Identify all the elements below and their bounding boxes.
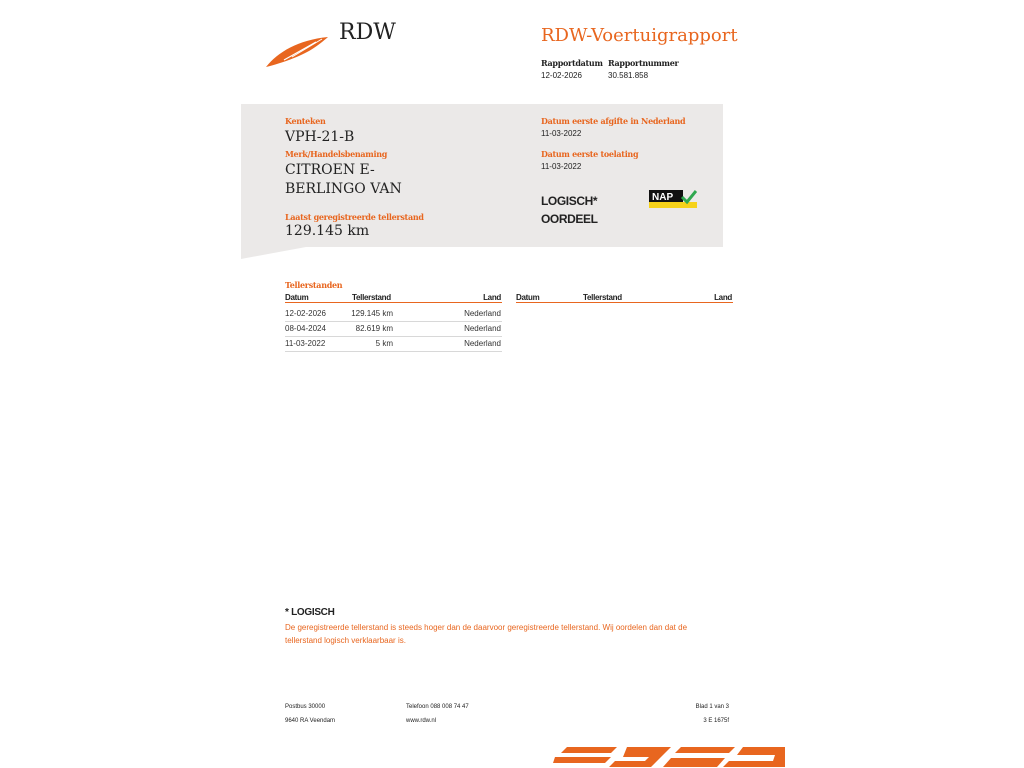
footer-phone: Telefoon 088 008 74 47 [406, 704, 469, 710]
footnote-title: * LOGISCH [285, 607, 335, 618]
table-header-rule [285, 302, 502, 303]
first-issue-nl-label: Datum eerste afgifte in Nederland [541, 116, 686, 126]
verdict-line1: LOGISCH* [541, 194, 598, 208]
col-header-reading-right: Tellerstand [583, 293, 622, 302]
report-number-label: Rapportnummer [608, 58, 679, 68]
first-admission-value: 11-03-2022 [541, 162, 582, 171]
footnote-text: De geregistreerde tellerstand is steeds hoger dan de daarvoor geregistreerde tellerstand. Wij oordelen dan dat de tellerstand logisch verklaarbaar is. [285, 623, 688, 645]
report-date-value: 12-02-2026 [541, 71, 582, 80]
panel-tab-decoration [241, 247, 306, 259]
make-label: Merk/Handelsbenaming [285, 149, 388, 159]
table-row-3-date: 11-03-2022 [285, 339, 326, 348]
col-header-date-right: Datum [516, 293, 540, 302]
first-admission-label: Datum eerste toelating [541, 149, 639, 159]
verdict-line2: OORDEEL [541, 212, 598, 226]
odometer-label: Laatst geregistreerde tellerstand [285, 212, 424, 222]
col-header-country-right: Land [714, 293, 732, 302]
table-row-1-date: 12-02-2026 [285, 309, 326, 318]
make-value-line2: BERLINGO VAN [285, 181, 402, 197]
table-row-1-reading: 129.145 km [351, 309, 393, 318]
footer-address-line2: 9640 RA Veendam [285, 718, 336, 724]
make-value-line1: CITROEN E- [285, 162, 375, 178]
brand-name: RDW [339, 20, 396, 45]
table-row-2-reading: 82.619 km [355, 324, 393, 333]
rdw-stripes-decoration [553, 745, 785, 768]
footer-code: 3 E 1675f [703, 718, 729, 724]
table-row-3-reading: 5 km [375, 339, 393, 348]
row-divider [285, 321, 502, 322]
odometer-table-title: Tellerstanden [285, 280, 343, 290]
svg-text:NAP: NAP [652, 192, 674, 203]
col-header-date: Datum [285, 293, 309, 302]
report-title: RDW-Voertuigrapport [541, 25, 738, 46]
plate-value: VPH-21-B [285, 129, 355, 145]
row-divider [285, 336, 502, 337]
footer-website: www.rdw.nl [406, 718, 437, 724]
col-header-country: Land [483, 293, 501, 302]
table-row-2-date: 08-04-2024 [285, 324, 326, 333]
footer-address-line1: Postbus 30000 [285, 704, 326, 710]
odometer-value: 129.145 km [285, 223, 370, 239]
verdict [541, 192, 598, 228]
make-value [285, 161, 415, 199]
rdw-logo-icon [264, 34, 332, 70]
col-header-reading: Tellerstand [352, 293, 391, 302]
row-divider [285, 351, 502, 352]
table-header-rule-right [516, 302, 733, 303]
table-row-1-country: Nederland [464, 309, 501, 318]
footer-page-number: Blad 1 van 3 [695, 704, 729, 710]
report-number-value: 30.581.858 [608, 71, 649, 80]
nap-logo-icon [649, 189, 697, 209]
table-row-2-country: Nederland [464, 324, 501, 333]
report-date-label: Rapportdatum [541, 58, 603, 68]
plate-label: Kenteken [285, 116, 326, 126]
first-issue-nl-value: 11-03-2022 [541, 129, 582, 138]
table-row-3-country: Nederland [464, 339, 501, 348]
